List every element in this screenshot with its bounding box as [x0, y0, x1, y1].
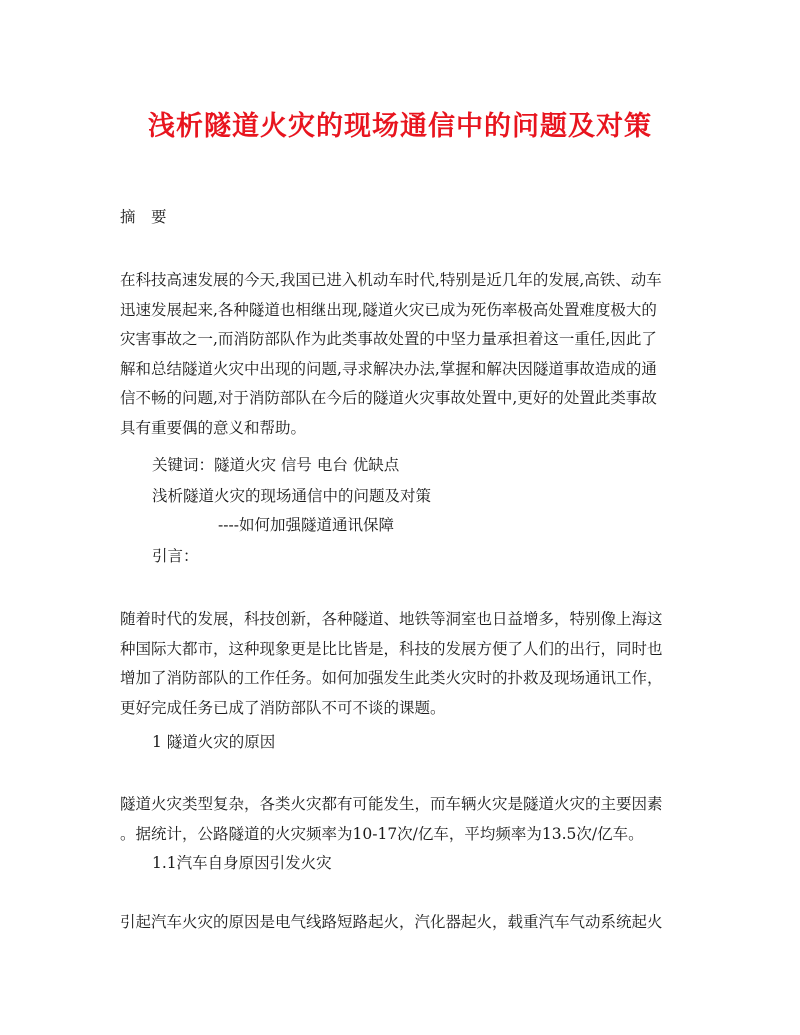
abstract-line: 信不畅的问题,对于消防部队在今后的隧道火灾事故处置中,更好的处置此类事故 [120, 389, 657, 407]
subtitle: ----如何加强隧道通讯保障 [218, 516, 394, 534]
intro-paragraph [120, 605, 680, 723]
intro-line: 增加了消防部队的工作任务。如何加强发生此类火灾时的扑救及现场通讯工作， [120, 669, 663, 687]
section-1-1-line: 引起汽车火灾的原因是电气线路短路起火，汽化器起火，载重汽车气动系统起火 [120, 913, 663, 931]
document-title: 浅析隧道火灾的现场通信中的问题及对策 [148, 111, 652, 142]
abstract-line: 解和总结隧道火灾中出现的问题,寻求解决办法,掌握和解决因隧道事故造成的通 [120, 359, 657, 378]
section-1-1-heading: 1.1汽车自身原因引发火灾 [152, 854, 332, 872]
intro-line: 随着时代的发展，科技创新，各种隧道、地铁等洞室也日益增多，特别像上海这 [120, 610, 663, 628]
abstract-line: 具有重要偶的意义和帮助。 [120, 418, 307, 437]
abstract-heading: 摘 要 [120, 208, 167, 226]
section-1-line: 。据统计，公路隧道的火灾频率为10-17次/亿车，平均频率为13.5次/亿车。 [120, 824, 644, 843]
intro-line: 更好完成任务已成了消防部队不可不谈的课题。 [120, 698, 446, 717]
intro-line: 种国际大都市，这种现象更是比比皆是，科技的发展方便了人们的出行，同时也 [120, 639, 663, 658]
abstract-line: 在科技高速发展的今天,我国已进入机动车时代,特别是近几年的发展,高铁、动车 [120, 271, 662, 289]
abstract-line: 迅速发展起来,各种隧道也相继出现,隧道火灾已成为死伤率极高处置难度极大的 [120, 300, 657, 319]
abstract-line: 灾害事故之一,而消防部队作为此类事故处置的中坚力量承担着这一重任,因此了 [120, 330, 657, 348]
section-1-line: 隧道火灾类型复杂，各类火灾都有可能发生，而车辆火灾是隧道火灾的主要因素 [120, 795, 663, 813]
section-1-heading: 1 隧道火灾的原因 [152, 733, 276, 751]
abstract-paragraph [120, 266, 680, 443]
intro-heading: 引言： [152, 547, 199, 565]
keywords-line: 关键词：隧道火灾 信号 电台 优缺点 [152, 456, 400, 474]
section-1-paragraph [120, 790, 680, 849]
title-repeat: 浅析隧道火灾的现场通信中的问题及对策 [152, 487, 432, 505]
